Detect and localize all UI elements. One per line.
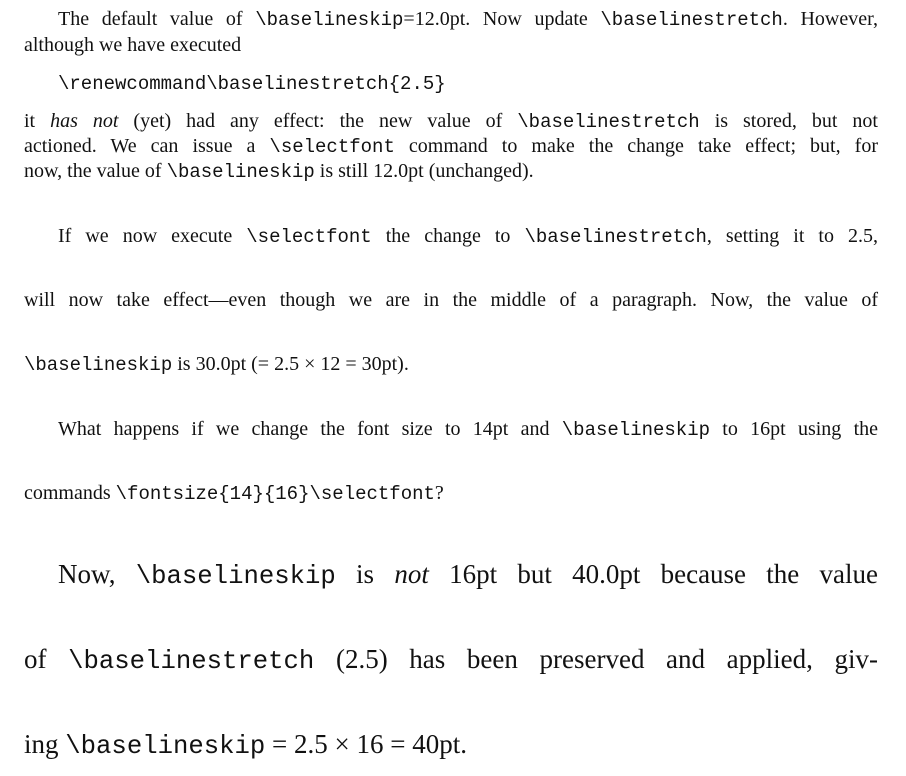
para3-line1 [24,225,878,248]
text: of [24,644,69,674]
text: now, the value of [24,160,167,182]
text: the change to [371,225,525,247]
emphasis: not [394,559,429,589]
para2-line2 [24,135,878,158]
text: Now, [58,559,136,589]
code-inline: \baselinestretch [600,9,783,31]
text: The default value of [58,8,256,30]
para5-line2 [24,644,878,676]
code-inline: \baselinestretch [517,111,700,133]
text: is still 12.0pt (unchanged). [314,160,534,182]
para2-line1 [24,110,878,133]
text: (yet) had any effect: the new value of [118,110,518,132]
text: to 16pt using the [710,418,879,440]
para4-line2 [24,482,878,505]
text: What happens if we change the font size to 14pt and [58,418,562,440]
text: is stored, but not [699,110,878,132]
para1-line1 [24,8,878,31]
text: is [335,559,395,589]
code-inline: \baselineskip [24,354,173,376]
code-inline: \fontsize{14}{16}\selectfont [115,483,435,505]
code-inline: \baselineskip [135,562,336,591]
text: If we now execute [58,225,247,247]
text: it [24,110,51,132]
code-inline: \baselinestretch [68,647,315,676]
code-inline: \baselineskip [561,419,711,441]
para5-line3 [24,729,878,761]
text: ing [24,729,66,759]
code-inline: \selectfont [246,226,372,248]
para4-line1 [24,418,878,441]
text: = 2.5 × 16 = 40pt. [265,729,467,759]
text: . However, [782,8,878,30]
code-inline: \baselineskip [65,732,266,761]
text: is 30.0pt (= 2.5 × 12 = 30pt). [172,353,409,375]
para3-line3 [24,353,878,376]
code-inline: \selectfont [269,136,395,158]
code-inline: \baselineskip [166,161,315,183]
text: ? [434,482,444,504]
code-inline: \baselinestretch [524,226,707,248]
text: , setting it to 2.5, [706,225,879,247]
para1-line2: although we have executed [24,34,242,56]
text: 16pt but 40.0pt because the value [428,559,879,589]
text: =12.0pt. Now update [403,8,601,30]
para2-line3 [24,160,878,183]
para5-line1 [24,559,878,591]
code-block: \renewcommand\baselinestretch{2.5} [58,73,446,95]
text: commands [24,482,116,504]
text: command to make the change take effect; but, for [394,135,878,157]
code-inline: \baselineskip [255,9,404,31]
text: actioned. We can issue a [24,135,270,157]
text: (2.5) has been preserved and applied, giv- [314,644,878,674]
para3-line2: will now take effect—even though we are in the middle of a paragraph. Now, the value of [24,289,878,311]
emphasis: has not [50,110,119,132]
